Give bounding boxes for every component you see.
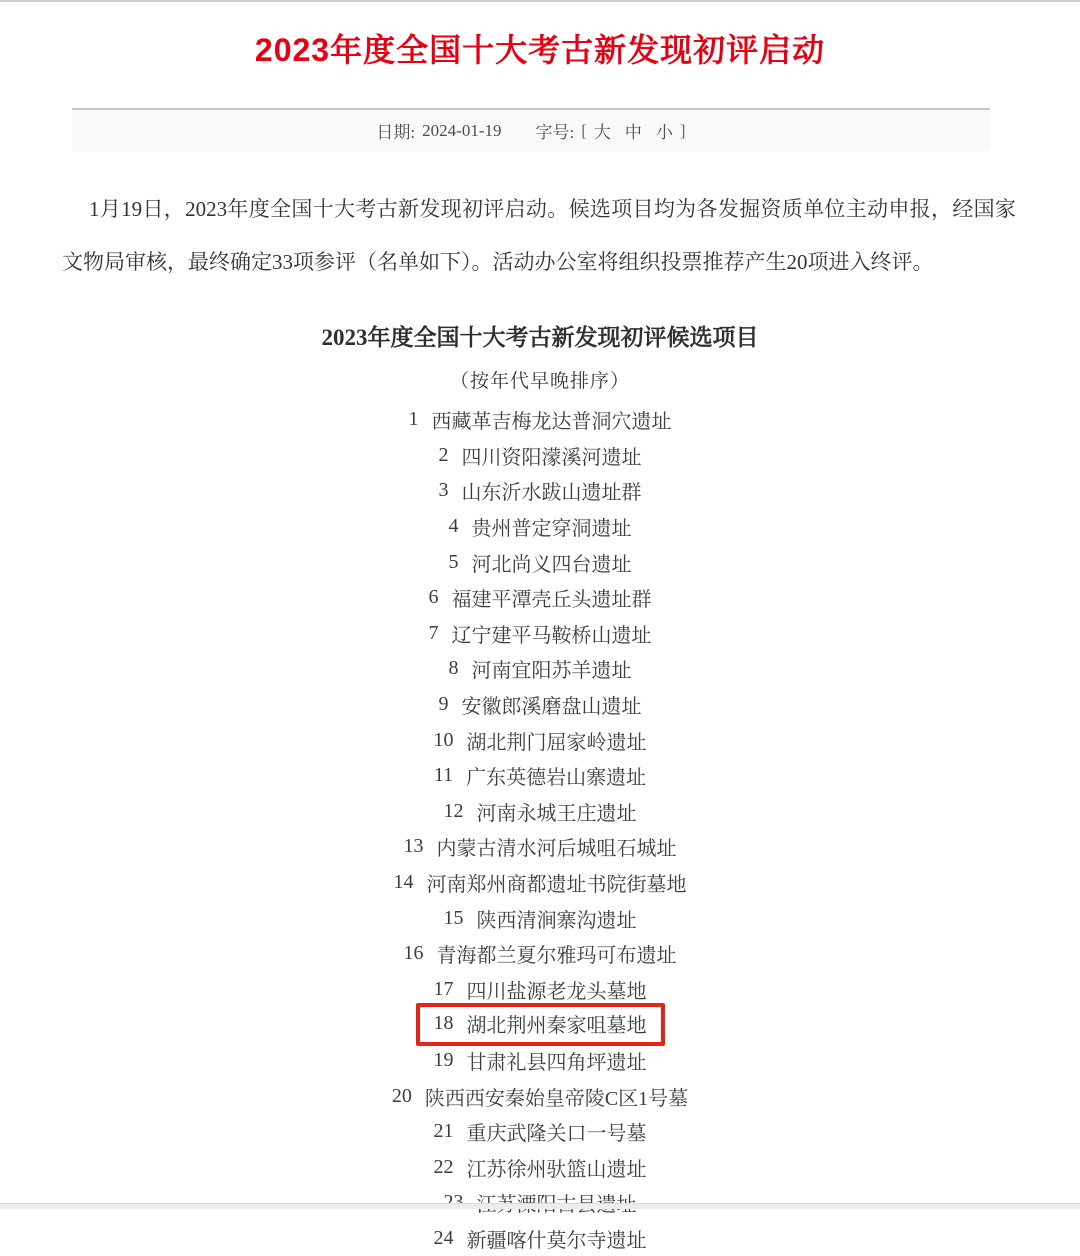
item-name: 重庆武隆关口一号墓 [466, 1123, 647, 1146]
fontsize-group [535, 118, 685, 143]
item-text [434, 726, 647, 755]
list-item [0, 616, 1080, 652]
item-text [439, 690, 642, 719]
item-text [404, 939, 677, 968]
item-number: 5 [448, 550, 459, 573]
item-text [434, 1117, 647, 1146]
list-item [0, 1149, 1080, 1185]
item-text [434, 1153, 647, 1182]
list-item [0, 651, 1080, 687]
list-item [0, 972, 1080, 1008]
item-number: 18 [433, 1012, 454, 1035]
list-item [0, 438, 1080, 474]
item-name: 湖北荆州秦家咀墓地 [466, 1015, 647, 1038]
date-label: 日期: [376, 123, 416, 142]
item-number: 4 [448, 515, 459, 538]
meta-bar [72, 108, 990, 151]
list-item [0, 580, 1080, 616]
item-text [434, 1224, 647, 1253]
item-text [429, 583, 652, 612]
item-text [439, 476, 642, 505]
list-item [0, 473, 1080, 509]
fontsize-label: 字号: [535, 123, 575, 142]
list-item [0, 936, 1080, 972]
page-bottom-strip [0, 1203, 1080, 1209]
list-item [0, 509, 1080, 545]
item-number: 10 [433, 728, 454, 751]
item-name: 河北尚义四台遗址 [471, 553, 632, 576]
item-number: 13 [403, 835, 424, 858]
item-name: 贵州普定穿洞遗址 [471, 518, 632, 541]
item-text [449, 512, 632, 541]
list-item [0, 1114, 1080, 1150]
item-name: 新疆喀什莫尔寺遗址 [466, 1229, 647, 1252]
item-text [449, 654, 632, 683]
candidate-list-heading: 2023年度全国十大考古新发现初评候选项目 [321, 325, 759, 350]
item-number: 2 [438, 443, 449, 466]
fontsize-small-link[interactable]: 小 [655, 123, 673, 142]
item-text [394, 868, 687, 897]
list-item [0, 1007, 1080, 1043]
item-name: 甘肃礼县四角坪遗址 [466, 1051, 647, 1074]
item-name: 广东英德岩山寨遗址 [466, 767, 647, 790]
item-name: 河南永城王庄遗址 [476, 802, 637, 825]
item-number: 22 [433, 1155, 454, 1178]
page-top-border [0, 0, 1080, 2]
item-number: 15 [443, 906, 464, 929]
list-item [0, 1043, 1080, 1079]
item-name: 山东沂水跋山遗址群 [461, 482, 642, 505]
fontsize-medium-link[interactable]: 中 [624, 123, 642, 142]
list-item [0, 794, 1080, 830]
item-number: 20 [391, 1084, 412, 1107]
item-name: 四川资阳濛溪河遗址 [461, 446, 642, 469]
item-name: 福建平潭壳丘头遗址群 [451, 589, 652, 612]
item-number: 1 [408, 408, 419, 431]
item-text [429, 619, 652, 648]
item-text [434, 761, 646, 790]
item-number: 9 [438, 693, 449, 716]
item-name: 陕西西安秦始皇帝陵C区1号墓 [424, 1087, 689, 1110]
list-item [0, 544, 1080, 580]
date-value: 2024-01-19 [422, 120, 502, 140]
item-number: 17 [433, 977, 454, 1000]
item-number: 14 [393, 871, 414, 894]
item-name: 湖北荆门屈家岭遗址 [466, 731, 647, 754]
item-number: 21 [433, 1120, 454, 1143]
item-text [439, 441, 642, 470]
item-name: 江苏徐州驮篮山遗址 [466, 1158, 647, 1181]
list-item [0, 1221, 1080, 1256]
item-name: 四川盐源老龙头墓地 [466, 980, 647, 1003]
item-name: 西藏革吉梅龙达普洞穴遗址 [431, 411, 672, 434]
item-name: 辽宁建平马鞍桥山遗址 [451, 624, 652, 647]
list-item [0, 687, 1080, 723]
date-group [376, 118, 501, 143]
project-list [0, 402, 1080, 1256]
item-number: 3 [438, 479, 449, 502]
list-item [0, 758, 1080, 794]
item-name: 安徽郎溪磨盘山遗址 [461, 696, 642, 719]
item-number: 11 [433, 764, 454, 787]
item-name: 青海都兰夏尔雅玛可布遗址 [436, 945, 677, 968]
fontsize-controls [581, 118, 685, 143]
intro-paragraph: 1月19日，2023年度全国十大考古新发现初评启动。候选项目均为各发掘资质单位主动申报，经国家文物局审核，最终确定33项参评（名单如下）。活动办公室将组织投票推荐产生20项进入终评。 [62, 197, 1016, 274]
bracket-close: ] [679, 120, 686, 140]
item-text [392, 1082, 688, 1111]
item-number: 12 [443, 799, 464, 822]
item-name: 内蒙古清水河后城咀石城址 [436, 838, 677, 861]
fontsize-large-link[interactable]: 大 [593, 123, 611, 142]
bracket-open: [ [581, 120, 587, 140]
item-text [434, 1046, 647, 1075]
item-number: 6 [428, 586, 439, 609]
item-text [444, 797, 637, 826]
item-number: 8 [448, 657, 459, 680]
highlighted-item-box [416, 1003, 665, 1046]
item-number: 7 [428, 621, 439, 644]
item-number: 24 [433, 1226, 454, 1249]
item-text [404, 832, 677, 861]
list-item [0, 829, 1080, 865]
list-item [0, 402, 1080, 438]
list-item [0, 1078, 1080, 1114]
item-number: 19 [433, 1048, 454, 1071]
item-name: 河南郑州商都遗址书院街墓地 [426, 874, 687, 897]
item-text [434, 975, 647, 1004]
candidate-list-subheading: （按年代早晚排序） [449, 371, 630, 392]
list-item [0, 722, 1080, 758]
item-text [444, 904, 637, 933]
item-text [409, 405, 672, 434]
list-item [0, 900, 1080, 936]
item-number: 16 [403, 942, 424, 965]
item-name: 河南宜阳苏羊遗址 [471, 660, 632, 683]
page-title: 2023年度全国十大考古新发现初评启动 [254, 32, 826, 68]
list-item [0, 865, 1080, 901]
item-name: 陕西清涧寨沟遗址 [476, 909, 637, 932]
item-text [449, 548, 632, 577]
